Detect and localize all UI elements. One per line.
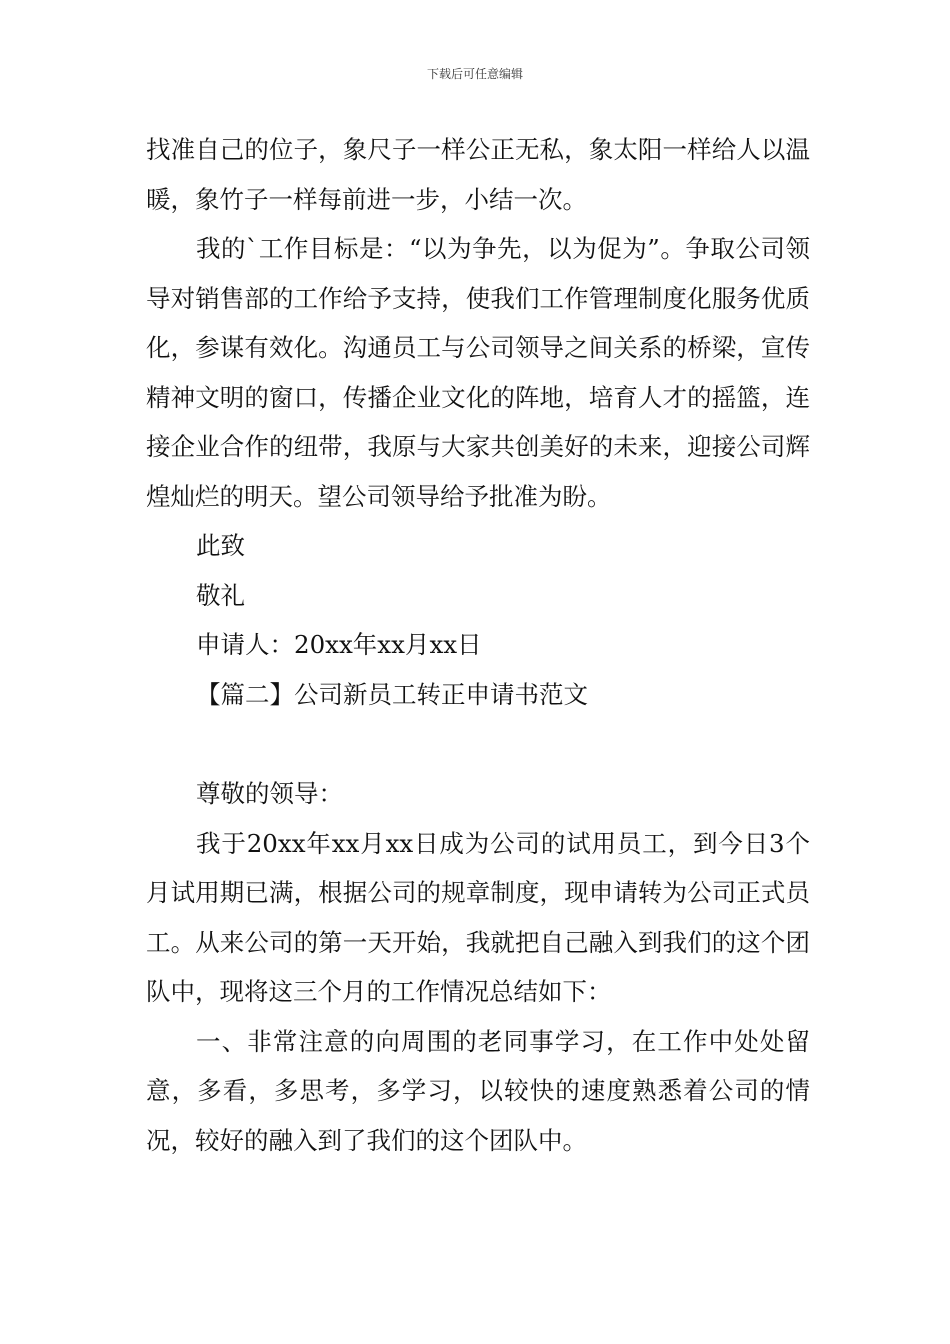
blank-line [146,719,810,769]
salutation: 尊敬的领导： [196,779,343,808]
paragraph-continuation: 找准自己的位子，象尺子一样公正无私，象太阳一样给人以温暖，象竹子一样每前进一步，小结一次。 [146,135,810,214]
header-text: 下载后可任意编辑 [426,67,523,81]
applicant-line: 申请人：20xx年xx月xx日 [196,630,482,659]
section-title: 【篇二】公司新员工转正申请书范文 [196,679,588,709]
page-header [0,66,950,82]
paragraph-work-goals: 我的`工作目标是：“以为争先，以为促为”。争取公司领导对销售部的工作给予支持，使我们工作管理制度化服务优质化，参谋有效化。沟通员工与公司领导之间关系的桥梁，宣传精神文明的窗口，传播企业文化的阵地，培育人才的摇篮，连接企业合作的纽带，我原与大家共创美好的未来，迎接公司辉煌灿烂的明天。望公司领导给予批准为盼。 [146,234,810,511]
paragraph-intro: 我于20xx年xx月xx日成为公司的试用员工，到今日3个月试用期已满，根据公司的规章制度，现申请转为公司正式员工。从来公司的第一天开始，我就把自己融入到我们的这个团队中，现将这三个月的工作情况总结如下： [146,828,810,1006]
document-body [146,125,810,1165]
closing-line-2: 敬礼 [196,580,245,610]
paragraph-point-one: 一、非常注意的向周围的老同事学习，在工作中处处留意，多看，多思考，多学习，以较快的速度熟悉着公司的情况，较好的融入到了我们的这个团队中。 [146,1026,810,1155]
closing-line-1: 此致 [196,531,245,560]
